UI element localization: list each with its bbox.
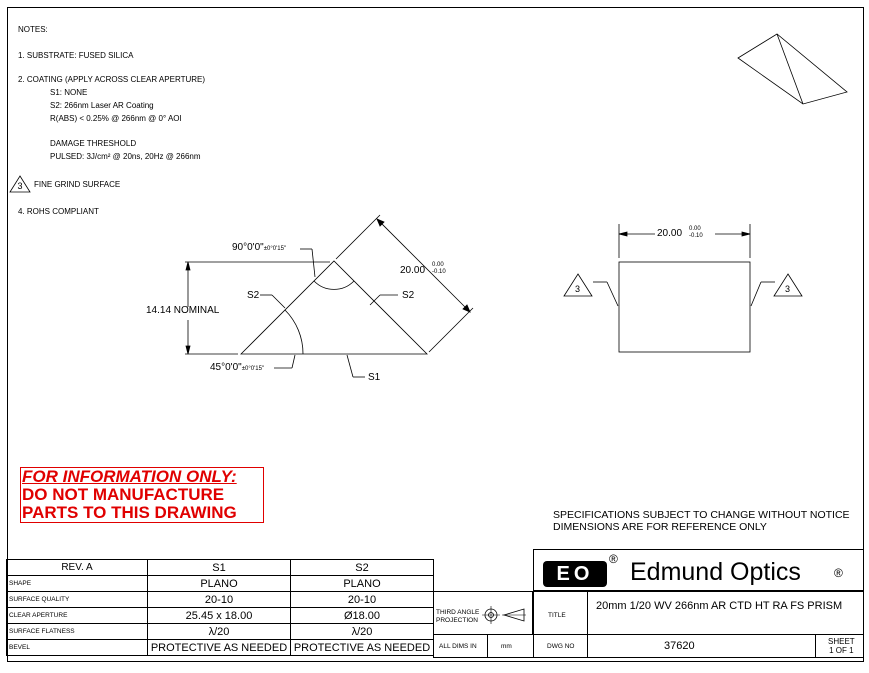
callout-left-number: 3: [575, 284, 581, 294]
s2-right-label: S2: [402, 290, 415, 301]
title-cell: [587, 591, 864, 635]
note-2-damage-heading: DAMAGE THRESHOLD: [50, 139, 137, 148]
table-row: BEVEL PROTECTIVE AS NEEDED PROTECTIVE AS NEEDED: [7, 640, 434, 656]
dwg-number-cell: [587, 634, 816, 658]
col-s2-header: S2: [291, 560, 434, 576]
company-cell: [533, 549, 864, 591]
warning-box: [20, 467, 264, 523]
table-row: SURFACE FLATNESS λ/20 λ/20: [7, 624, 434, 640]
note-2-damage-value: PULSED: 3J/cm² @ 20ns, 20Hz @ 266nm: [50, 152, 201, 161]
revision-table: [6, 559, 434, 656]
note-4: 4. ROHS COMPLIANT: [18, 207, 99, 216]
warning-line-3: PARTS TO THIS DRAWING: [22, 503, 237, 522]
prism-front-view: [140, 205, 480, 385]
note-2: 2. COATING (APPLY ACROSS CLEAR APERTURE): [18, 75, 206, 84]
note-3-symbol: 3: [17, 181, 23, 191]
prism-side-view: [560, 220, 810, 360]
width-dimension: 20.00: [657, 228, 683, 239]
all-dims-cell: ALL DIMS IN: [433, 634, 488, 658]
note-1: 1. SUBSTRATE: FUSED SILICA: [18, 51, 134, 60]
table-row: CLEAR APERTURE 25.45 x 18.00 Ø18.00: [7, 608, 434, 624]
rev-cell: REV. A: [7, 560, 148, 576]
callout-right-number: 3: [785, 284, 791, 294]
s1-label: S1: [368, 372, 381, 383]
edmund-logo: EO: [543, 561, 607, 587]
hypotenuse-dimension: 20.00: [400, 265, 426, 276]
warning-line-2: DO NOT MANUFACTURE: [22, 485, 225, 504]
height-dimension: 14.14 NOMINAL: [146, 305, 220, 316]
triangle-callout-icon: [9, 175, 31, 193]
title-label-cell: TITLE: [533, 591, 588, 635]
table-row: SURFACE QUALITY 20-10 20-10: [7, 592, 434, 608]
hypotenuse-tolerance: 0.00 -0.10: [432, 262, 446, 275]
note-2-s2: S2: 266nm Laser AR Coating: [50, 101, 154, 110]
s2-left-label: S2: [247, 290, 260, 301]
spec-notice-line-2: DIMENSIONS ARE FOR REFERENCE ONLY: [553, 521, 767, 533]
registered-mark: ®: [609, 552, 618, 566]
spec-notice-line-1: SPECIFICATIONS SUBJECT TO CHANGE WITHOUT NOTICE: [553, 509, 850, 521]
third-angle-projection-icon: [482, 605, 528, 625]
drawing-number: 37620: [664, 640, 695, 652]
note-2-reflectance: R(ABS) < 0.25% @ 266nm @ 0° AOI: [50, 114, 182, 123]
warning-line-1: FOR INFORMATION ONLY:: [22, 467, 237, 486]
projection-cell: THIRD ANGLE PROJECTION: [433, 591, 533, 635]
units-cell: mm: [487, 634, 534, 658]
sheet-number: 1 OF 1: [829, 646, 854, 655]
note-3: FINE GRIND SURFACE: [34, 180, 121, 189]
sheet-cell: SHEET 1 OF 1: [815, 634, 864, 658]
company-registered-mark: ®: [834, 566, 843, 580]
dwg-label-cell: DWG NO: [533, 634, 588, 658]
col-s1-header: S1: [148, 560, 291, 576]
company-name: Edmund Optics: [630, 558, 801, 586]
angle-90-label: 90°0'0"±0°0'15": [232, 242, 287, 253]
angle-45-label: 45°0'0"±0°0'15": [210, 362, 265, 373]
notes-heading: NOTES:: [18, 25, 48, 34]
note-2-s1: S1: NONE: [50, 88, 88, 97]
width-tolerance: 0.00 -0.10: [689, 226, 703, 239]
prism-isometric-view: [735, 20, 855, 110]
drawing-title: 20mm 1/20 WV 266nm AR CTD HT RA FS PRISM: [596, 600, 843, 612]
table-row: SHAPE PLANO PLANO: [7, 576, 434, 592]
